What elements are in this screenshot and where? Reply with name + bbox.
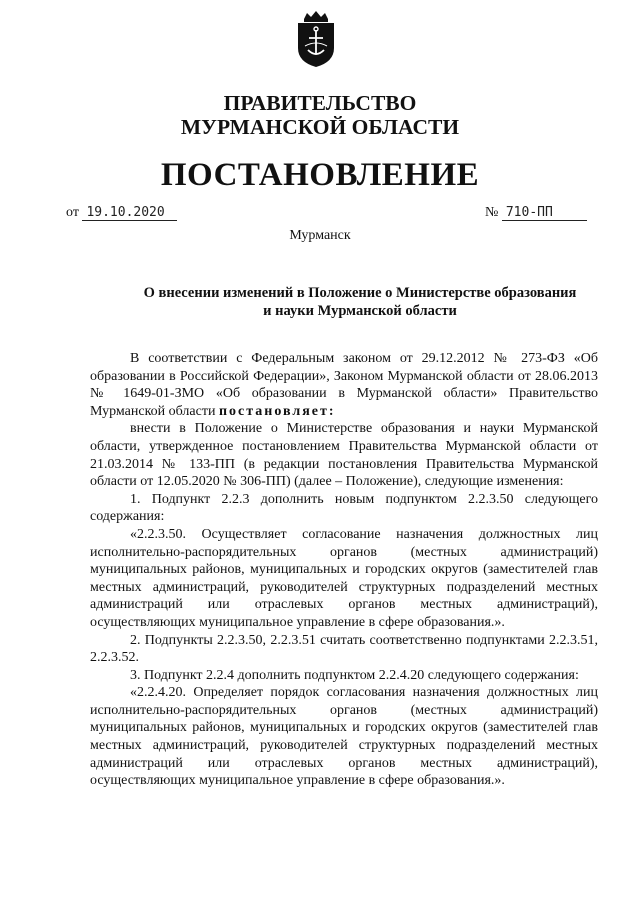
paragraph-7: «2.2.4.20. Определяет порядок согласования назначения должностных лиц исполнительно-распорядительных органов (местных администраций) муниципальных районов, муниципальных и городских округов (заместителей глав местных администраций, руководителей структурных подразделений местных администраций или отраслевых органов местных администраций), осуществляющих муниципальное управление в сфере образования.». bbox=[90, 685, 598, 789]
preamble-text: В соответствии с Федеральным законом от 29.12.2012 № 273-ФЗ «Об образовании в Российской Федерации», Законом Мурманской области от 28.06.2013 № 1649-01-ЗМО «Об образовании в Мурманской области» Правительство Мурманской области bbox=[90, 351, 598, 419]
org-name-line2: МУРМАНСКОЙ ОБЛАСТИ bbox=[180, 115, 460, 139]
org-name-line1: ПРАВИТЕЛЬСТВО bbox=[223, 91, 417, 115]
document-type: ПОСТАНОВЛЕНИЕ bbox=[160, 157, 480, 193]
date-prefix: от bbox=[66, 205, 79, 220]
title-line1: О внесении изменений в Положение о Министерстве образования bbox=[143, 285, 577, 301]
number-prefix: № bbox=[485, 205, 499, 220]
city: Мурманск bbox=[289, 228, 351, 243]
document-number bbox=[485, 205, 587, 221]
paragraph-3: 1. Подпункт 2.2.3 дополнить новым подпунктом 2.2.3.50 следующего содержания: bbox=[90, 491, 598, 525]
paragraph-2: внести в Положение о Министерстве образования и науки Мурманской области, утвержденное постановлением Правительства Мурманской области от 21.03.2014 № 133-ПП (в редакции постановления Правительства Мурманской области от 12.05.2020 № 306-ПП) (далее – Положение), следующие изменения: bbox=[90, 421, 598, 490]
paragraph-preamble bbox=[90, 350, 598, 420]
decree-word: постановляет: bbox=[218, 403, 336, 419]
coat-of-arms-icon bbox=[291, 10, 341, 68]
document-title bbox=[110, 284, 610, 320]
title-line2: и науки Мурманской области bbox=[263, 303, 457, 319]
date-value: 19.10.2020 bbox=[82, 205, 176, 221]
document-date bbox=[66, 205, 177, 221]
document-body bbox=[90, 350, 598, 790]
paragraph-6: 3. Подпункт 2.2.4 дополнить подпунктом 2.2.4.20 следующего содержания: bbox=[130, 667, 579, 683]
paragraph-5: 2. Подпункты 2.2.3.50, 2.2.3.51 считать соответственно подпунктами 2.2.3.51, 2.2.3.52. bbox=[90, 632, 598, 666]
paragraph-4: «2.2.3.50. Осуществляет согласование назначения должностных лиц исполнительно-распорядительных органов (местных администраций) муниципальных районов, муниципальных и городских округов (заместителей глав местных администраций, руководителей структурных подразделений местных администраций или отраслевых органов местных администраций), осуществляющих муниципальное управление в сфере образования.». bbox=[90, 526, 598, 630]
number-value: 710-ПП bbox=[502, 205, 587, 221]
